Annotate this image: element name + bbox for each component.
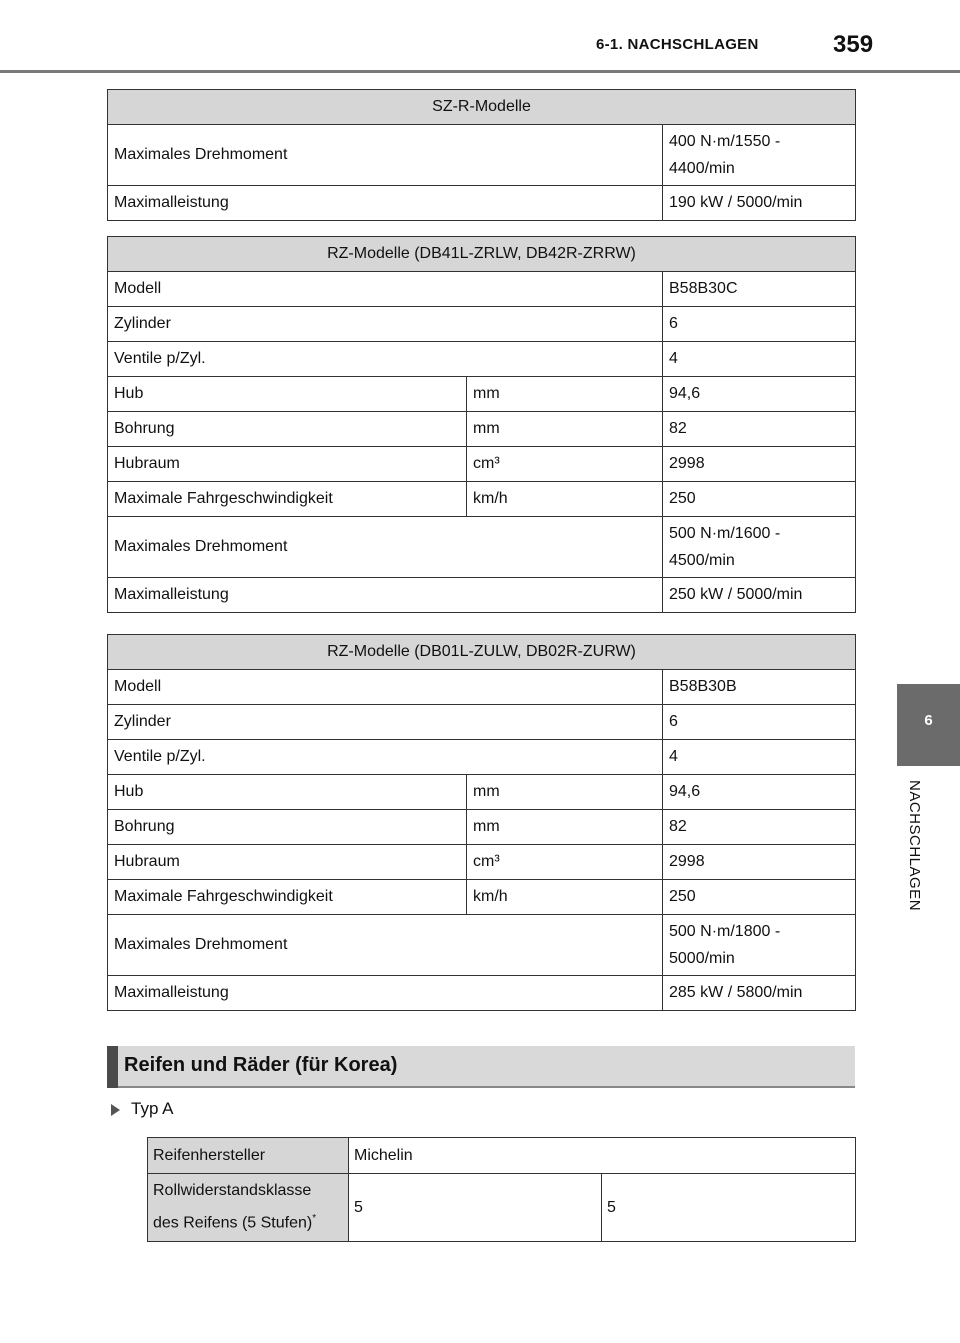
table-title: RZ-Modelle (DB41L-ZRLW, DB42R-ZRRW) bbox=[108, 237, 856, 272]
row-label: Maximales Drehmoment bbox=[108, 125, 663, 186]
table-row: Ventile p/Zyl. 4 bbox=[108, 342, 856, 377]
section-title: 6-1. NACHSCHLAGEN bbox=[596, 36, 759, 53]
chapter-label: NACHSCHLAGEN bbox=[906, 780, 923, 912]
table-row: Maximale Fahrgeschwindigkeit km/h 250 bbox=[108, 880, 856, 915]
table-row: Modell B58B30C bbox=[108, 272, 856, 307]
row-value: 400 N·m/1550 - 4400/min bbox=[663, 125, 856, 186]
table-row: Zylinder 6 bbox=[108, 307, 856, 342]
bullet-text: Typ A bbox=[131, 1099, 174, 1118]
row-label: Maximalleistung bbox=[108, 186, 663, 221]
section-heading-text: Reifen und Räder (für Korea) bbox=[124, 1054, 398, 1076]
manufacturer-value: Michelin bbox=[349, 1138, 856, 1174]
table-row: Hub mm 94,6 bbox=[108, 377, 856, 412]
row-value: 190 kW / 5000/min bbox=[663, 186, 856, 221]
rolling-resistance-value-2: 5 bbox=[602, 1174, 856, 1242]
page-number: 359 bbox=[833, 31, 874, 58]
table-row: Maximale Fahrgeschwindigkeit km/h 250 bbox=[108, 482, 856, 517]
table-row bbox=[148, 1174, 856, 1242]
rolling-resistance-value-1: 5 bbox=[349, 1174, 602, 1242]
table-row: Bohrung mm 82 bbox=[108, 810, 856, 845]
table-row bbox=[108, 186, 856, 221]
manufacturer-label: Reifenhersteller bbox=[148, 1138, 349, 1174]
table-title: RZ-Modelle (DB01L-ZULW, DB02R-ZURW) bbox=[108, 635, 856, 670]
table-row bbox=[148, 1138, 856, 1174]
table-row: Maximalleistung 250 kW / 5000/min bbox=[108, 578, 856, 613]
table-row: Ventile p/Zyl. 4 bbox=[108, 740, 856, 775]
table-row: Hubraum cm³ 2998 bbox=[108, 845, 856, 880]
table-row: Modell B58B30B bbox=[108, 670, 856, 705]
table-row: Maximalleistung 285 kW / 5800/min bbox=[108, 976, 856, 1011]
table-title: SZ-R-Modelle bbox=[108, 90, 856, 125]
table-row: Hub mm 94,6 bbox=[108, 775, 856, 810]
table-row: Zylinder 6 bbox=[108, 705, 856, 740]
section-heading bbox=[107, 1046, 855, 1088]
triangle-bullet-icon bbox=[111, 1104, 120, 1116]
sz-r-spec-table bbox=[107, 89, 856, 221]
tyre-table bbox=[147, 1137, 856, 1242]
table-row: Maximales Drehmoment 500 N·m/1800 - 5000/min bbox=[108, 915, 856, 976]
footnote-mark: * bbox=[312, 1213, 317, 1225]
table-row: Maximales Drehmoment 500 N·m/1600 - 4500/min bbox=[108, 517, 856, 578]
bullet-item bbox=[111, 1099, 174, 1119]
heading-bar bbox=[107, 1046, 118, 1088]
table-row: Hubraum cm³ 2998 bbox=[108, 447, 856, 482]
chapter-number: 6 bbox=[924, 712, 933, 729]
rolling-resistance-label: Rollwiderstandsklasse des Reifens (5 Stufen)* bbox=[148, 1174, 349, 1242]
header-rule bbox=[0, 70, 960, 73]
rz-spec-table-1 bbox=[107, 236, 856, 613]
table-row bbox=[108, 125, 856, 186]
rz-spec-table-2 bbox=[107, 634, 856, 1011]
table-row: Bohrung mm 82 bbox=[108, 412, 856, 447]
